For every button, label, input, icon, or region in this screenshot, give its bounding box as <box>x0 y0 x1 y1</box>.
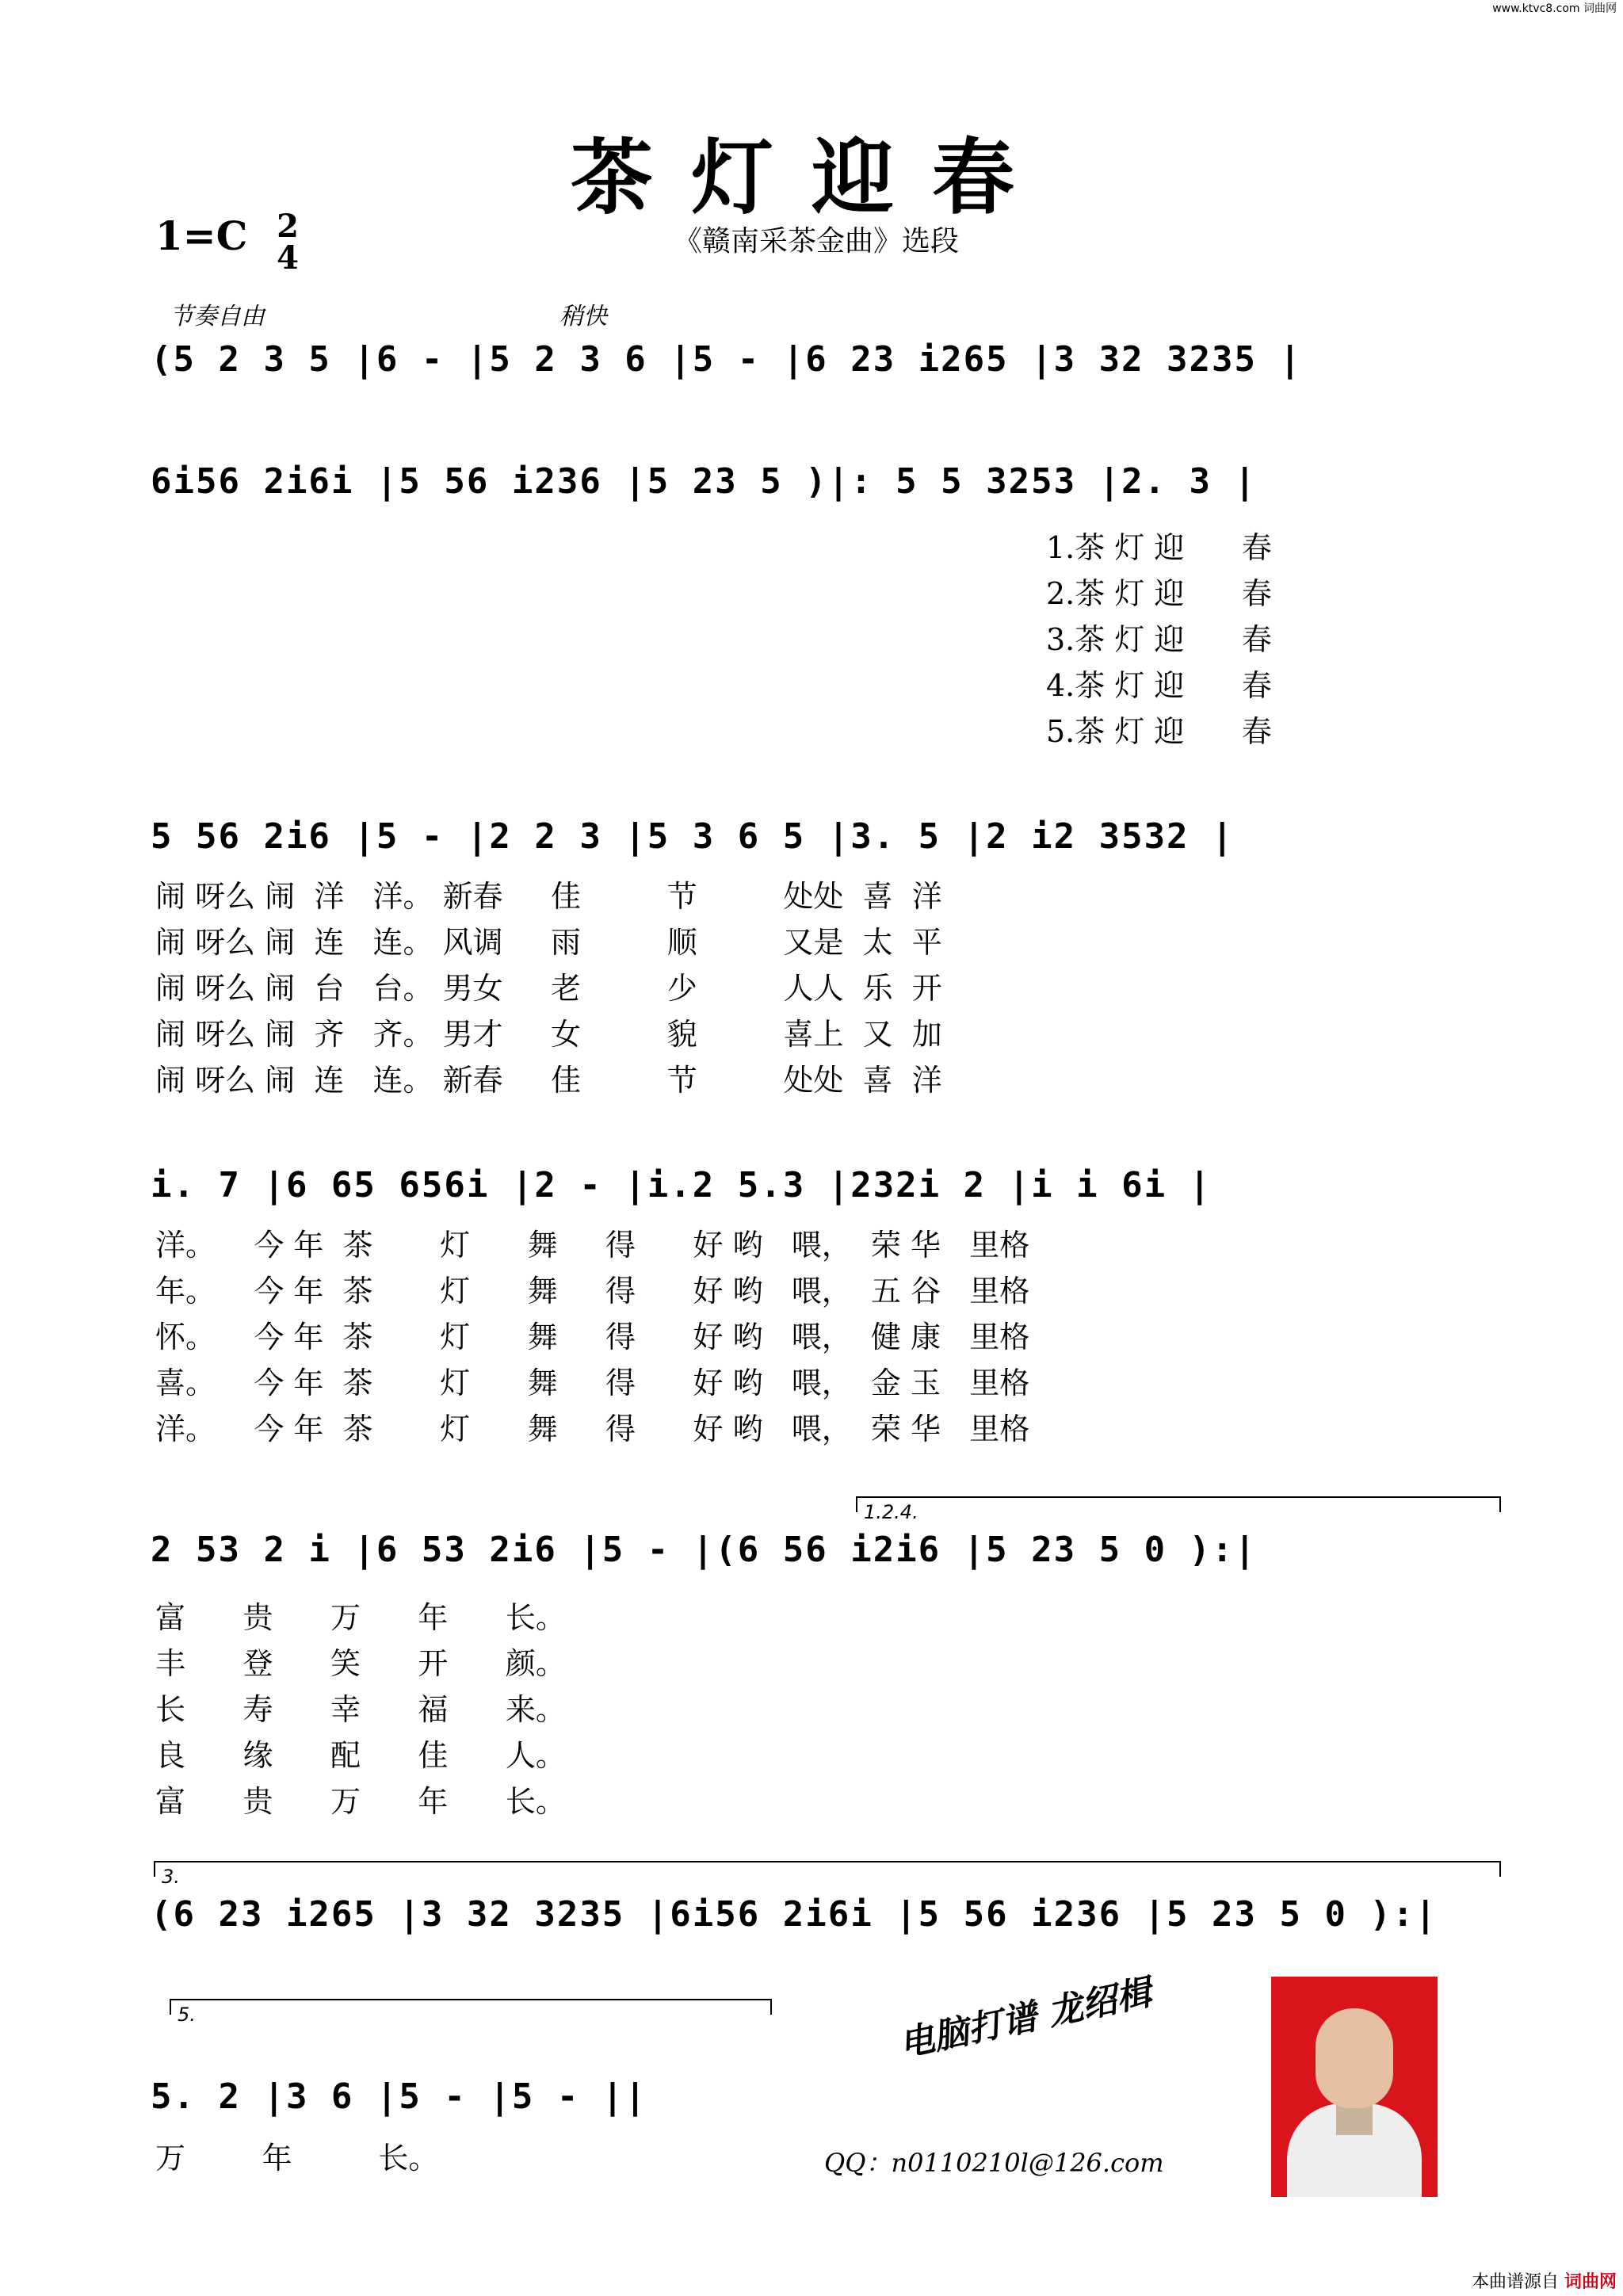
tempo-mark-faster: 稍快 <box>559 303 607 330</box>
score-row-2 <box>151 461 1498 541</box>
volta-bracket-124 <box>856 1496 1501 1523</box>
watermark-prefix: 本曲谱源自 <box>1471 2272 1559 2292</box>
lyric-line-b5: 洋。 今 年 茶 灯 舞 得 好 哟 喂， 荣 华 里格 <box>155 1412 1030 1446</box>
lyric-line-a3: 闹 呀么 闹 台 台。 男女 老 少 人人 乐 开 <box>155 971 942 1006</box>
lyric-line-b2: 年。 今 年 茶 灯 舞 得 好 哟 喂， 五 谷 里格 <box>155 1274 1030 1308</box>
site-watermark-bottom <box>1472 2268 1617 2293</box>
volta-bracket-5 <box>170 1999 772 2026</box>
notation-row-2: 6i56 2i6i |5 56 i236 |5 23 5 )|: 5 5 3253 |2. 3 | <box>151 461 1258 502</box>
score-row-6 <box>151 1894 1498 1973</box>
volta-label-5: 5. <box>178 2004 196 2026</box>
photo-collar <box>1336 2103 1373 2135</box>
verse-head-3: 3.茶 灯 迎 春 <box>1046 622 1272 657</box>
notation-row-4: i. 7 |6 65 656i |2 - |i.2 5.3 |232i 2 |i i 6i | <box>151 1165 1212 1205</box>
lyric-line-b3: 怀。 今 年 茶 灯 舞 得 好 哟 喂， 健 康 里格 <box>155 1320 1030 1354</box>
lyric-line-b1: 洋。 今 年 茶 灯 舞 得 好 哟 喂， 荣 华 里格 <box>155 1228 1030 1263</box>
contact-qq: QQ：n0110210l@126.com <box>824 2148 1164 2178</box>
volta-bracket-3 <box>154 1861 1501 1888</box>
verse-head-5: 5.茶 灯 迎 春 <box>1046 714 1272 749</box>
verse-head-1: 1.茶 灯 迎 春 <box>1046 530 1272 565</box>
notation-row-7: 5. 2 |3 6 |5 - |5 - || <box>151 2076 647 2117</box>
time-denominator: 4 <box>277 239 299 277</box>
time-signature <box>269 208 306 277</box>
verse-head-4: 4.茶 灯 迎 春 <box>1046 668 1272 703</box>
time-numerator: 2 <box>277 208 299 245</box>
site-watermark-top: www.ktvc8.com 词曲网 <box>1492 2 1617 15</box>
volta-label-3: 3. <box>162 1866 180 1888</box>
lyric-line-a1: 闹 呀么 闹 洋 洋。 新春 佳 节 处处 喜 洋 <box>155 879 942 914</box>
lyric-line-b4: 喜。 今 年 茶 灯 舞 得 好 哟 喂， 金 玉 里格 <box>155 1366 1030 1400</box>
tempo-mark-free: 节奏自由 <box>170 303 265 330</box>
subtitle: 《赣南采茶金曲》选段 <box>674 225 960 258</box>
notation-row-6: (6 23 i265 |3 32 3235 |6i56 2i6i |5 56 i236 |5 23 5 0 ):| <box>151 1894 1438 1935</box>
lyric-line-c4: 良 缘 配 佳 人。 <box>155 1738 566 1773</box>
verse-head-2: 2.茶 灯 迎 春 <box>1046 576 1272 611</box>
lyric-line-d: 万 年 长。 <box>155 2141 439 2176</box>
score-row-1 <box>151 339 1498 418</box>
notation-row-1: (5 2 3 5 |6 - |5 2 3 6 |5 - |6 23 i265 |3 32 3235 | <box>151 339 1303 380</box>
lyric-line-a4: 闹 呀么 闹 齐 齐。 男才 女 貌 喜上 又 加 <box>155 1017 942 1052</box>
lyric-line-a2: 闹 呀么 闹 连 连。 风调 雨 顺 又是 太 平 <box>155 925 942 960</box>
lyric-line-c3: 长 寿 幸 福 来。 <box>155 1692 566 1727</box>
notation-row-3: 5 56 2i6 |5 - |2 2 3 |5 3 6 5 |3. 5 |2 i2 3532 | <box>151 816 1235 857</box>
lyric-line-a5: 闹 呀么 闹 连 连。 新春 佳 节 处处 喜 洋 <box>155 1063 942 1098</box>
lyric-line-c2: 丰 登 笑 开 颜。 <box>155 1646 566 1681</box>
volta-label-124: 1.2.4. <box>864 1501 918 1523</box>
key-signature: 1=C <box>155 212 248 259</box>
notation-row-5: 2 53 2 i |6 53 2i6 |5 - |(6 56 i2i6 |5 23 5 0 ):| <box>151 1530 1258 1570</box>
song-title: 茶灯迎春 <box>570 128 1052 226</box>
lyric-line-c5: 富 贵 万 年 长。 <box>155 1784 566 1819</box>
transcriber-photo <box>1271 1977 1438 2197</box>
lyric-line-c1: 富 贵 万 年 长。 <box>155 1600 566 1635</box>
watermark-site: 词曲网 <box>1564 2272 1617 2292</box>
photo-face <box>1316 2008 1393 2108</box>
transcriber-signature: 电脑打谱 龙绍楫 <box>896 1972 1155 2065</box>
